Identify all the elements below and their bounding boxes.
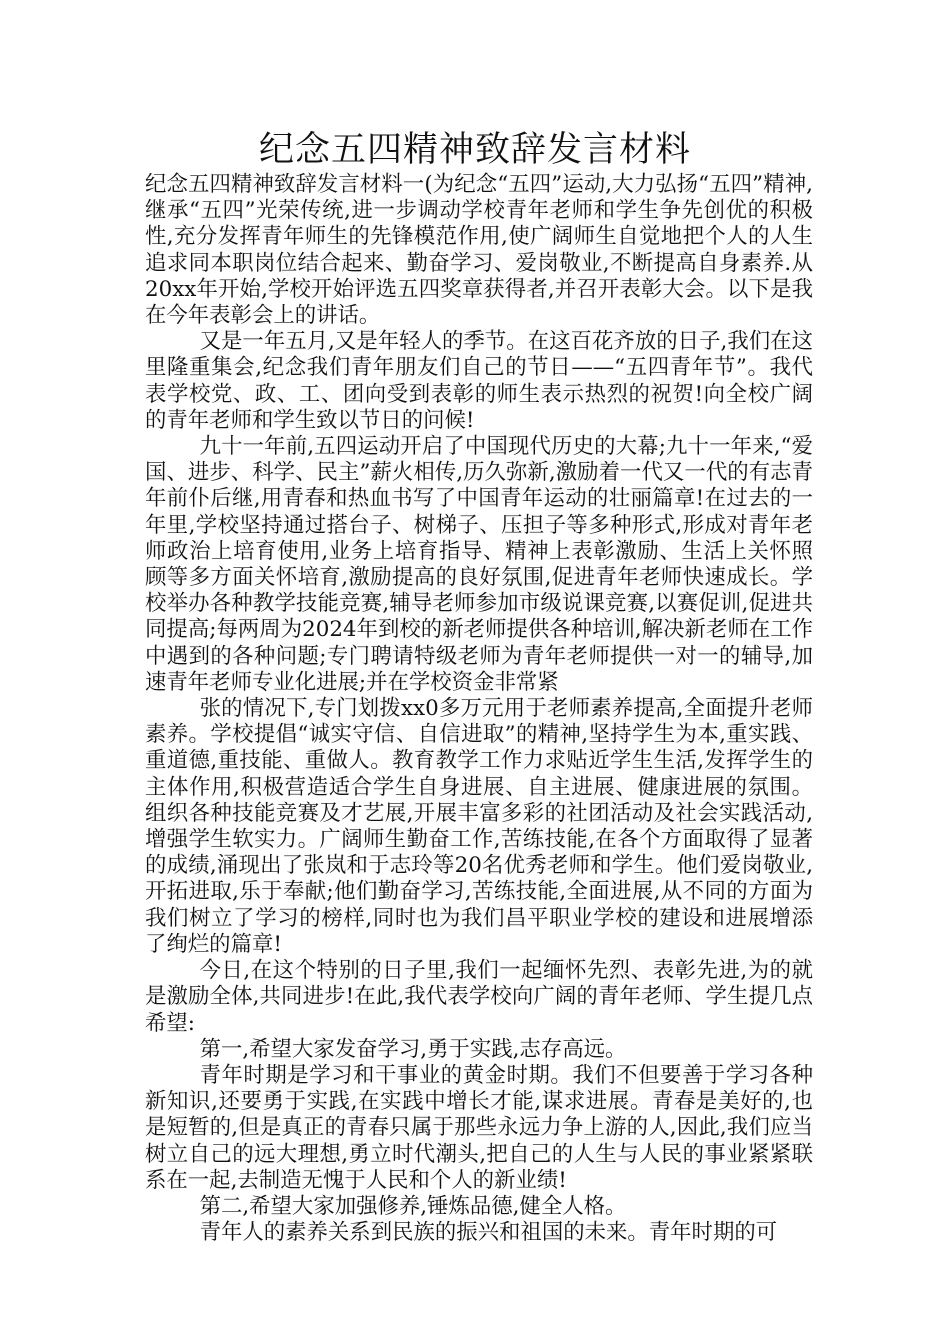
paragraph-hope-first: 第一,希望大家发奋学习,勇于实践,志存高远。 [199, 1036, 627, 1062]
paragraph-history: 九十一年前,五四运动开启了中国现代历史的大幕;九十一年来,“爱国、进步、科学、民主”薪火相传,历久弥新,激励着一代又一代的有志青年前仆后继,用青春和热血书写了中国青年运动的壮丽篇章!在过去的一年里,学校坚持通过搭台子、树梯子、压担子等多种形式,形成对青年老师政治上培育使用,业务上培育指导、精神上表彰激励、生活上关怀照顾等多方面关怀培育,激励提高的良好氛围,促进青年老师快速成长。学校举办各种教学技能竞赛,辅导老师参加市级说课竞赛,以赛促训,促进共同提高;每两周为2024年到校的新老师提供各种培训,解决新老师在工作中遇到的各种问题;专门聘请特级老师为青年老师提供一对一的辅导,加速青年老师专业化进展;并在学校资金非常紧 [145, 434, 813, 695]
paragraph-hopes-intro: 今日,在这个特别的日子里,我们一起缅怀先烈、表彰先进,为的就是激励全体,共同进步!在此,我代表学校向广阔的青年老师、学生提几点希望: [145, 958, 813, 1036]
paragraph-youth-study: 青年时期是学习和干事业的黄金时期。我们不但要善于学习各种新知识,还要勇于实践,在实践中增长才能,谋求进展。青春是美好的,也是短暂的,但是真正的青春只属于那些永远力争上游的人,因此,我们应当树立自己的远大理想,勇立时代潮头,把自己的人生与人民的事业紧紧联系在一起,去制造无愧于人民和个人的新业绩! [145, 1062, 813, 1193]
paragraph-hope-second: 第二,希望大家加强修养,锤炼品德,健全人格。 [199, 1193, 627, 1219]
paragraph-youth-quality: 青年人的素养关系到民族的振兴和祖国的未来。青年时期的可 [199, 1220, 778, 1246]
paragraph-achievements: 张的情况下,专门划拨xx0多万元用于老师素养提高,全面提升老师素养。学校提倡“诚实守信、自信进取”的精神,坚持学生为本,重实践、重道德,重技能、重做人。教育教学工作力求贴近学生生活,发挥学生的主体作用,积极营造适合学生自身进展、自主进展、健康进展的氛围。组织各种技能竞赛及才艺展,开展丰富多彩的社团活动及社会实践活动,增强学生软实力。广阔师生勤奋工作,苦练技能,在各个方面取得了显著的成绩,涌现出了张岚和于志玲等20名优秀老师和学生。他们爱岗敬业,开拓进取,乐于奉献;他们勤奋学习,苦练技能,全面进展,从不同的方面为我们树立了学习的榜样,同时也为我们昌平职业学校的建设和进展增添了绚烂的篇章! [145, 696, 813, 957]
paragraph-greeting: 又是一年五月,又是年轻人的季节。在这百花齐放的日子,我们在这里隆重集会,纪念我们青年朋友们自己的节日——“五四青年节”。我代表学校党、政、工、团向受到表彰的师生表示热烈的祝贺!向全校广阔的青年老师和学生致以节日的问候! [145, 329, 813, 433]
document-body [145, 172, 813, 1246]
paragraph-intro: 纪念五四精神致辞发言材料一(为纪念“五四”运动,大力弘扬“五四”精神,继承“五四”光荣传统,进一步调动学校青年老师和学生争先创优的积极性,充分发挥青年师生的先锋模范作用,使广阔师生自觉地把个人的人生追求同本职岗位结合起来、勤奋学习、爱岗敬业,不断提高自身素养.从20xx年开始,学校开始评选五四奖章获得者,并召开表彰大会。以下是我在今年表彰会上的讲话。 [145, 172, 813, 329]
document-title: 纪念五四精神致辞发言材料 [258, 130, 691, 170]
